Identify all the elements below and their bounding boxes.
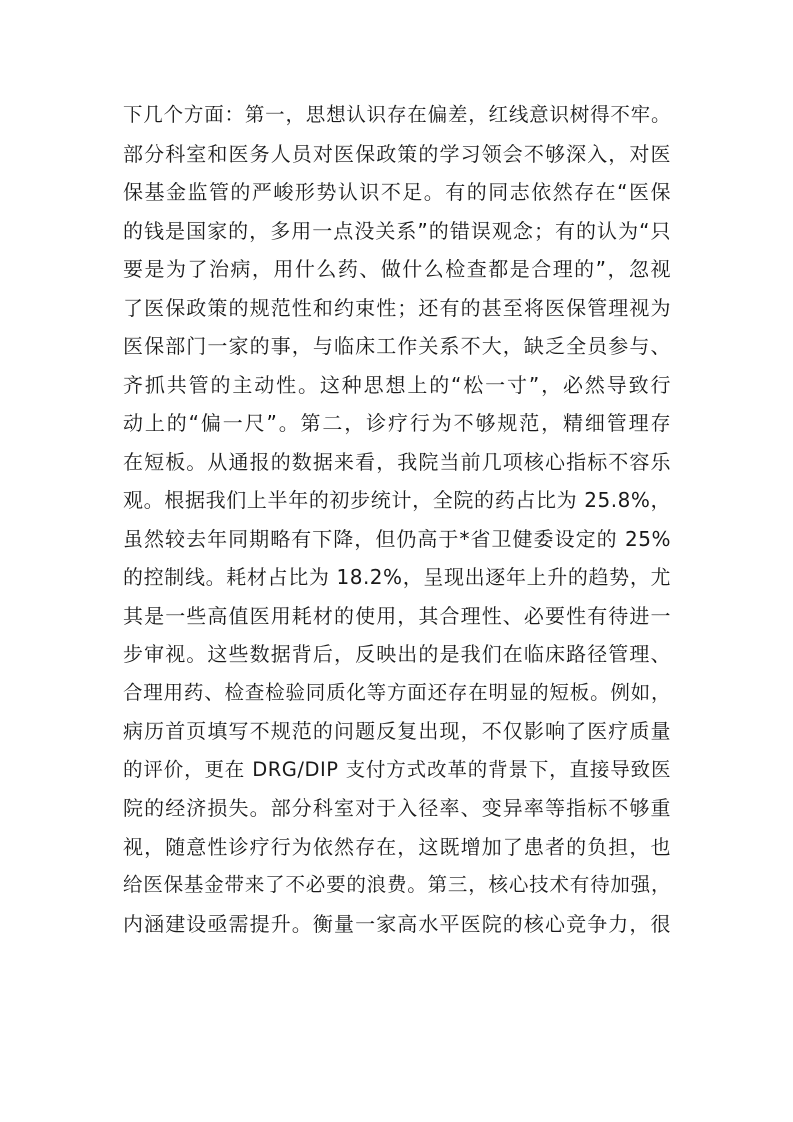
text-line: 的评价，更在 DRG/DIP 支付方式改革的背景下，直接导致医 (123, 757, 671, 781)
text-line: 部分科室和医务人员对医保政策的学习领会不够深入，对医 (123, 141, 671, 166)
text-line: 保基金监管的严峻形势认识不足。有的同志依然存在“医保 (123, 180, 671, 204)
text-line: 院的经济损失。部分科室对于入径率、变异率等指标不够重 (123, 796, 671, 820)
body-text (123, 96, 671, 943)
text-line: 合理用药、检查检验同质化等方面还存在明显的短板。例如， (123, 680, 671, 704)
text-line: 病历首页填写不规范的问题反复出现，不仅影响了医疗质量 (123, 719, 671, 743)
text-line: 虽然较去年同期略有下降，但仍高于*省卫健委设定的 25% (123, 526, 671, 551)
text-line: 动上的“偏一尺”。第二，诊疗行为不够规范，精细管理存 (123, 411, 671, 435)
text-line: 在短板。从通报的数据来看，我院当前几项核心指标不容乐 (123, 449, 671, 474)
text-line: 给医保基金带来了不必要的浪费。第三，核心技术有待加强， (123, 873, 671, 896)
text-line: 步审视。这些数据背后，反映出的是我们在临床路径管理、 (123, 642, 671, 666)
text-line: 观。根据我们上半年的初步统计，全院的药占比为 25.8%， (123, 488, 671, 512)
text-line: 下几个方面：第一，思想认识存在偏差，红线意识树得不牢。 (123, 103, 671, 126)
text-line: 的钱是国家的，多用一点没关系”的错误观念；有的认为“只 (123, 218, 671, 243)
text-line: 要是为了治病，用什么药、做什么检查都是合理的”，忽视 (123, 257, 671, 281)
text-line: 内涵建设亟需提升。衡量一家高水平医院的核心竞争力，很 (123, 911, 671, 936)
text-line: 视，随意性诊疗行为依然存在，这既增加了患者的负担，也 (123, 834, 671, 859)
text-line: 医保部门一家的事，与临床工作关系不大，缺乏全员参与、 (123, 334, 671, 358)
text-line: 其是一些高值医用耗材的使用，其合理性、必要性有待进一 (123, 603, 671, 628)
text-line: 齐抓共管的主动性。这种思想上的“松一寸”，必然导致行 (123, 372, 671, 397)
text-line: 的控制线。耗材占比为 18.2%，呈现出逐年上升的趋势，尤 (123, 565, 671, 589)
text-line: 了医保政策的规范性和约束性；还有的甚至将医保管理视为 (123, 295, 671, 320)
